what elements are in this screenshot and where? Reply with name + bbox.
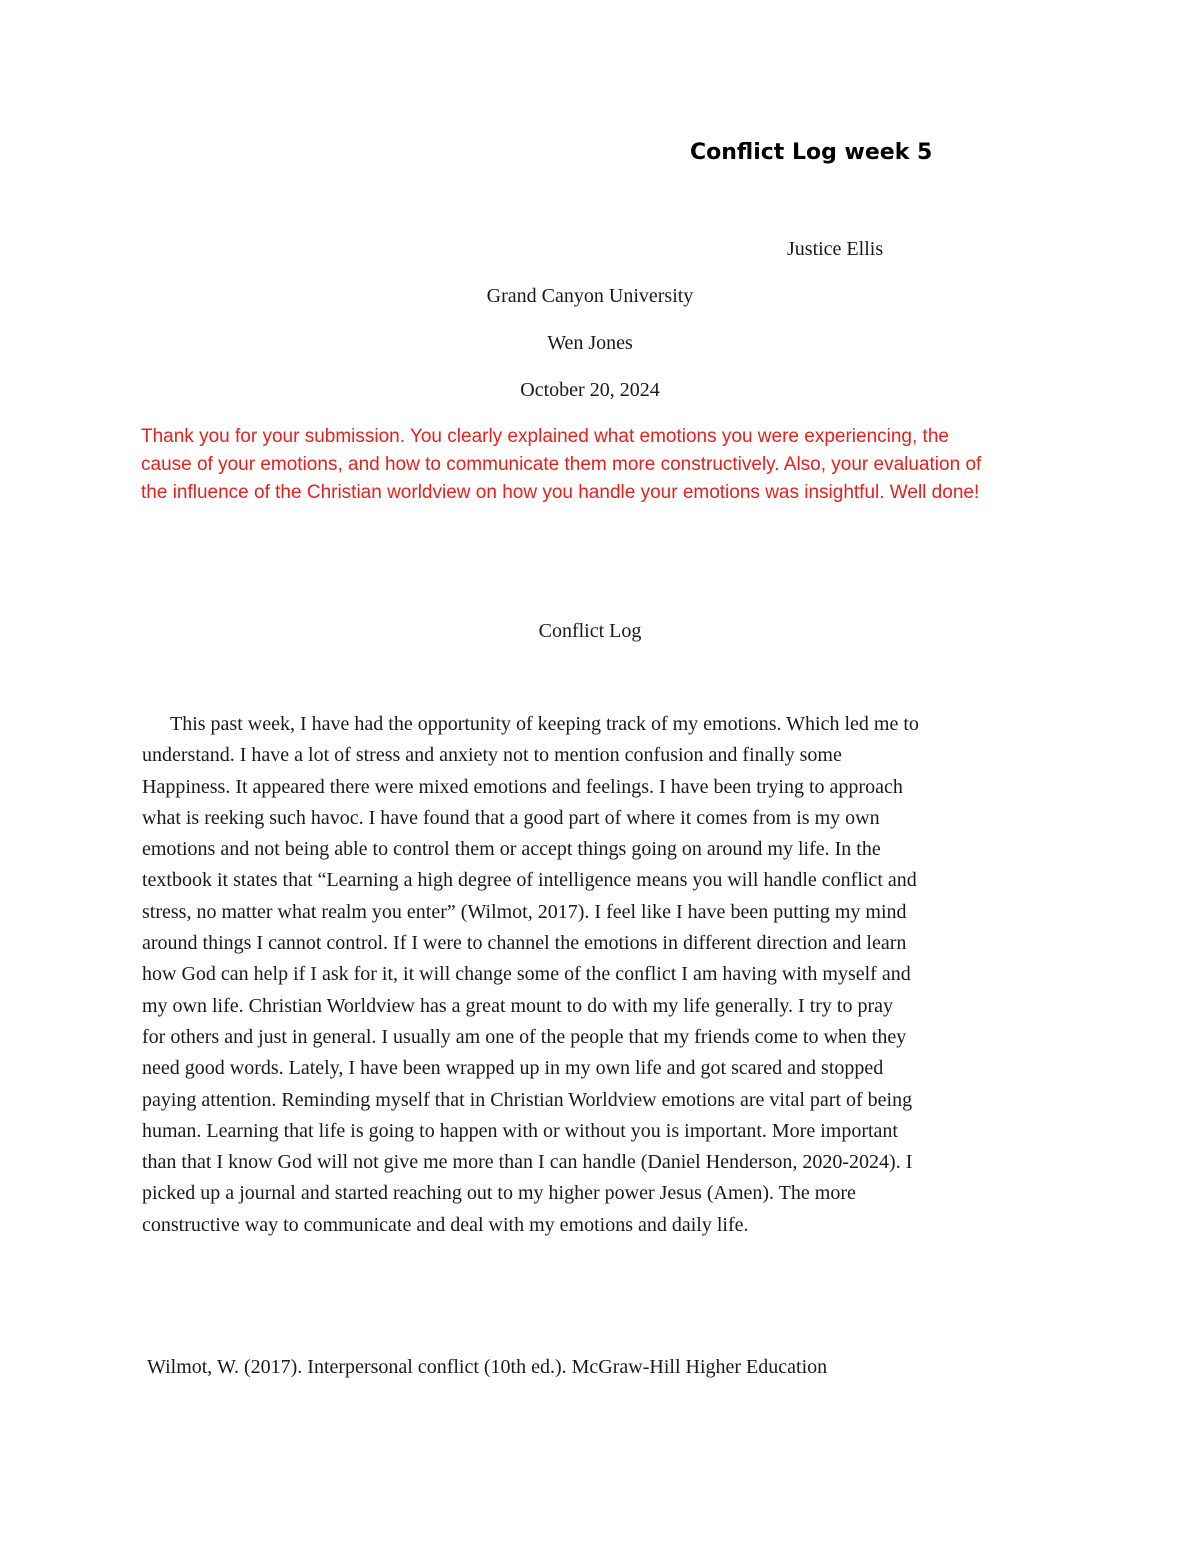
document-title: Conflict Log week 5 xyxy=(690,140,933,165)
body-line: paying attention. Reminding myself that in Christian Worldview emotions are vital part of being xyxy=(142,1088,913,1111)
body-line: stress, no matter what realm you enter” (Wilmot, 2017). I feel like I have been putting my mind xyxy=(142,900,907,923)
author-name: Justice Ellis xyxy=(787,238,884,260)
body-line: than that I know God will not give me more than I can handle (Daniel Henderson, 2020-2024). I xyxy=(142,1151,913,1174)
body-line: This past week, I have had the opportunity of keeping track of my emotions. Which led me to xyxy=(170,713,919,735)
body-line: constructive way to communicate and deal with my emotions and daily life. xyxy=(142,1213,749,1236)
instructor-name: Wen Jones xyxy=(547,332,633,354)
body-line: emotions and not being able to control them or accept things going on around my life. In the xyxy=(142,838,881,861)
body-line: human. Learning that life is going to happen with or without you is important. More important xyxy=(142,1119,898,1142)
body-line: what is reeking such havoc. I have found that a good part of where it comes from is my own xyxy=(142,806,880,829)
feedback-line: Thank you for your submission. You clearly explained what emotions you were experiencing, the xyxy=(141,426,949,447)
feedback-line: cause of your emotions, and how to communicate them more constructively. Also, your evaluation of xyxy=(141,454,982,475)
feedback-line: the influence of the Christian worldview on how you handle your emotions was insightful. Well done! xyxy=(141,482,980,503)
body-line: picked up a journal and started reaching out to my higher power Jesus (Amen). The more xyxy=(142,1182,856,1205)
submission-date: October 20, 2024 xyxy=(520,379,660,401)
body-line: Happiness. It appeared there were mixed emotions and feelings. I have been trying to approach xyxy=(142,775,903,798)
body-line: for others and just in general. I usually am one of the people that my friends come to when they xyxy=(142,1025,907,1048)
body-line: need good words. Lately, I have been wrapped up in my own life and got scared and stopped xyxy=(142,1057,884,1080)
section-heading: Conflict Log xyxy=(538,620,642,642)
body-line: around things I cannot control. If I were to channel the emotions in different direction and learn xyxy=(142,932,907,955)
body-line: understand. I have a lot of stress and anxiety not to mention confusion and finally some xyxy=(142,744,842,767)
body-paragraph xyxy=(142,709,1072,1241)
body-line: how God can help if I ask for it, it will change some of the conflict I am having with myself and xyxy=(142,963,911,986)
instructor-feedback xyxy=(141,423,1071,507)
university-name: Grand Canyon University xyxy=(486,285,694,307)
body-line: my own life. Christian Worldview has a great mount to do with my life generally. I try to pray xyxy=(142,994,894,1017)
reference-entry: Wilmot, W. (2017). Interpersonal conflict (10th ed.). McGraw-Hill Higher Education xyxy=(147,1356,828,1378)
body-line: textbook it states that “Learning a high degree of intelligence means you will handle conflict and xyxy=(142,869,917,892)
